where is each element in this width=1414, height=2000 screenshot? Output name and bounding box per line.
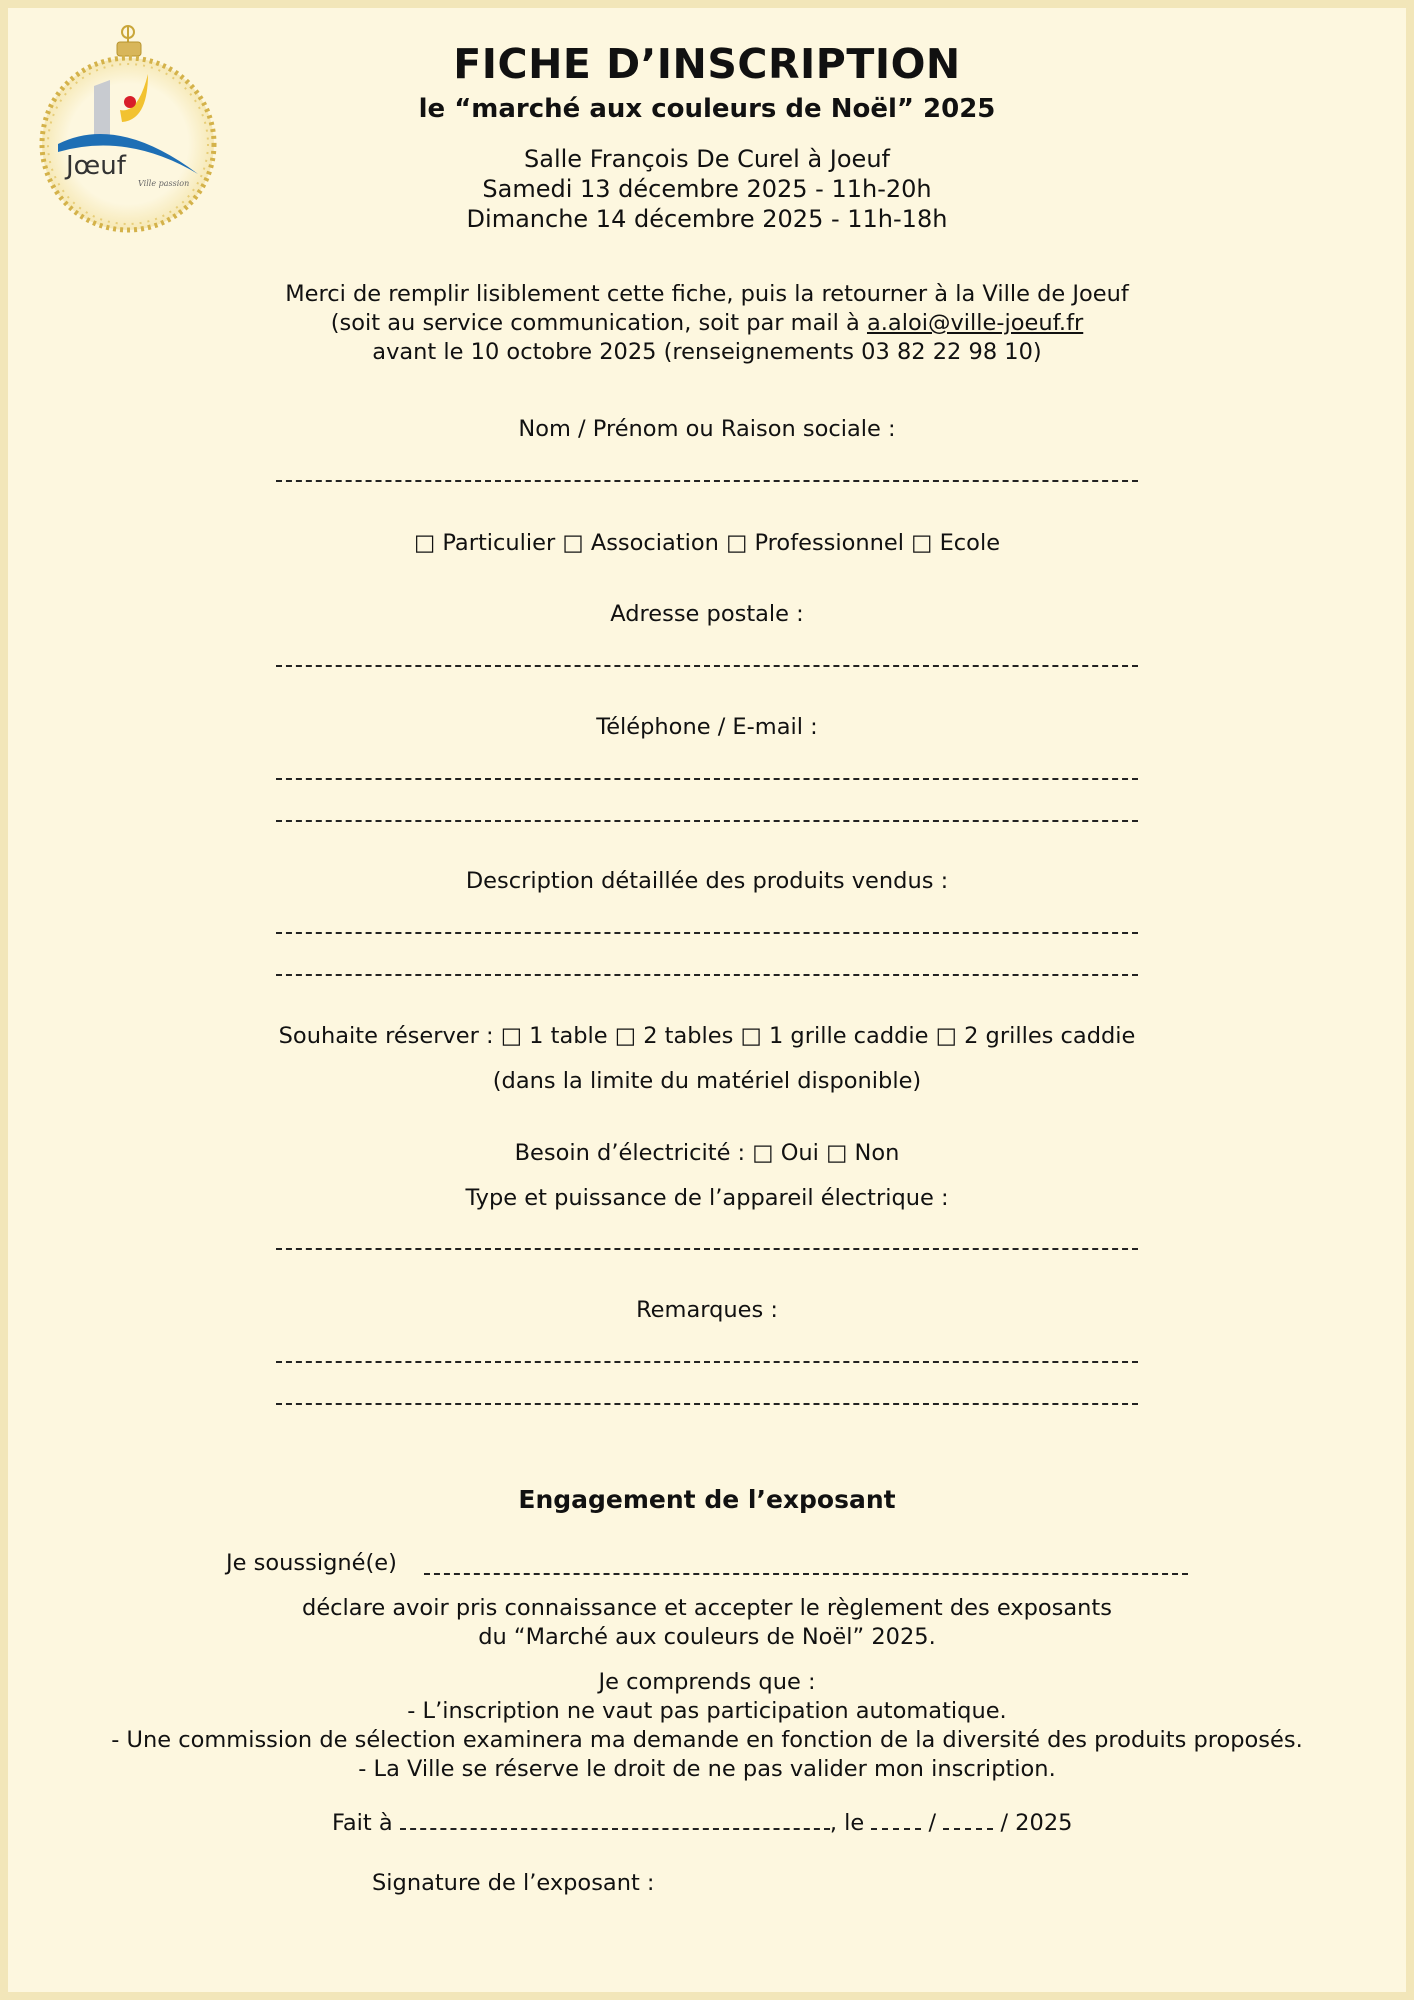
understand-intro: Je comprends que : — [598, 1669, 816, 1695]
instructions-line-3: avant le 10 octobre 2025 (renseignements 03 82 22 98 10) — [372, 339, 1042, 365]
month-field[interactable] — [943, 1810, 993, 1830]
undersigned-label: Je soussigné(e) — [226, 1550, 397, 1576]
device-label: Type et puissance de l’appareil électrique : — [465, 1185, 949, 1211]
description-field-line-1[interactable] — [276, 932, 1138, 934]
declaration-line-2: du “Marché aux couleurs de Noël” 2025. — [478, 1624, 936, 1650]
date-saturday: Samedi 13 décembre 2025 - 11h-20h — [482, 175, 932, 203]
signature-label: Signature de l’exposant : — [372, 1870, 655, 1896]
instructions-line-1: Merci de remplir lisiblement cette fiche, puis la retourner à la Ville de Joeuf — [285, 281, 1129, 307]
done-at-label: Fait à — [332, 1810, 393, 1836]
form-title: FICHE D’INSCRIPTION — [453, 40, 961, 88]
name-field[interactable] — [276, 480, 1138, 482]
understand-point-3: - La Ville se réserve le droit de ne pas valider mon inscription. — [358, 1756, 1056, 1782]
participant-type-options[interactable]: □ Particulier □ Association □ Professionnel □ Ecole — [413, 530, 1001, 556]
email-link[interactable]: a.aloi@ville-joeuf.fr — [866, 310, 1084, 336]
contact-field-line-2[interactable] — [276, 820, 1138, 822]
day-field[interactable] — [871, 1810, 921, 1830]
done-at-field[interactable] — [400, 1810, 830, 1830]
address-label: Adresse postale : — [610, 601, 804, 627]
contact-field-line-1[interactable] — [276, 778, 1138, 780]
reservation-options[interactable]: Souhaite réserver : □ 1 table □ 2 tables □ 1 grille caddie □ 2 grilles caddie — [278, 1023, 1136, 1049]
name-label: Nom / Prénom ou Raison sociale : — [518, 416, 896, 442]
undersigned-field[interactable] — [424, 1573, 1188, 1575]
address-field[interactable] — [276, 665, 1138, 667]
form-subtitle: le “marché aux couleurs de Noël” 2025 — [418, 94, 996, 124]
undersigned-row — [226, 1550, 397, 1576]
year-label: / 2025 — [1000, 1810, 1073, 1836]
understand-point-2: - Une commission de sélection examinera ma demande en fonction de la diversité des produits proposés. — [111, 1727, 1303, 1753]
remarks-field-line-1[interactable] — [276, 1361, 1138, 1363]
date-sunday: Dimanche 14 décembre 2025 - 11h-18h — [466, 205, 948, 233]
description-label: Description détaillée des produits vendus : — [465, 868, 949, 894]
electricity-options[interactable]: Besoin d’électricité : □ Oui □ Non — [514, 1140, 900, 1166]
contact-label: Téléphone / E-mail : — [596, 714, 818, 740]
device-field[interactable] — [276, 1248, 1138, 1250]
reservation-note: (dans la limite du matériel disponible) — [492, 1068, 922, 1094]
engagement-heading: Engagement de l’exposant — [518, 1485, 896, 1514]
logo-text: Jœuf — [66, 151, 126, 181]
description-field-line-2[interactable] — [276, 974, 1138, 976]
instructions-line-2-text: (soit au service communication, soit par mail à — [330, 310, 867, 336]
declaration-line-1: déclare avoir pris connaissance et accepter le règlement des exposants — [302, 1595, 1112, 1621]
understand-point-1: - L’inscription ne vaut pas participation automatique. — [407, 1698, 1007, 1724]
remarks-label: Remarques : — [636, 1297, 778, 1323]
remarks-field-line-2[interactable] — [276, 1403, 1138, 1405]
venue: Salle François De Curel à Joeuf — [524, 145, 890, 173]
date-label: , le — [829, 1810, 865, 1836]
instructions-line-2 — [0, 309, 1414, 338]
logo-tagline: Ville passion — [138, 179, 190, 188]
done-at-row: Fait à , le / / 2025 — [332, 1810, 1073, 1836]
